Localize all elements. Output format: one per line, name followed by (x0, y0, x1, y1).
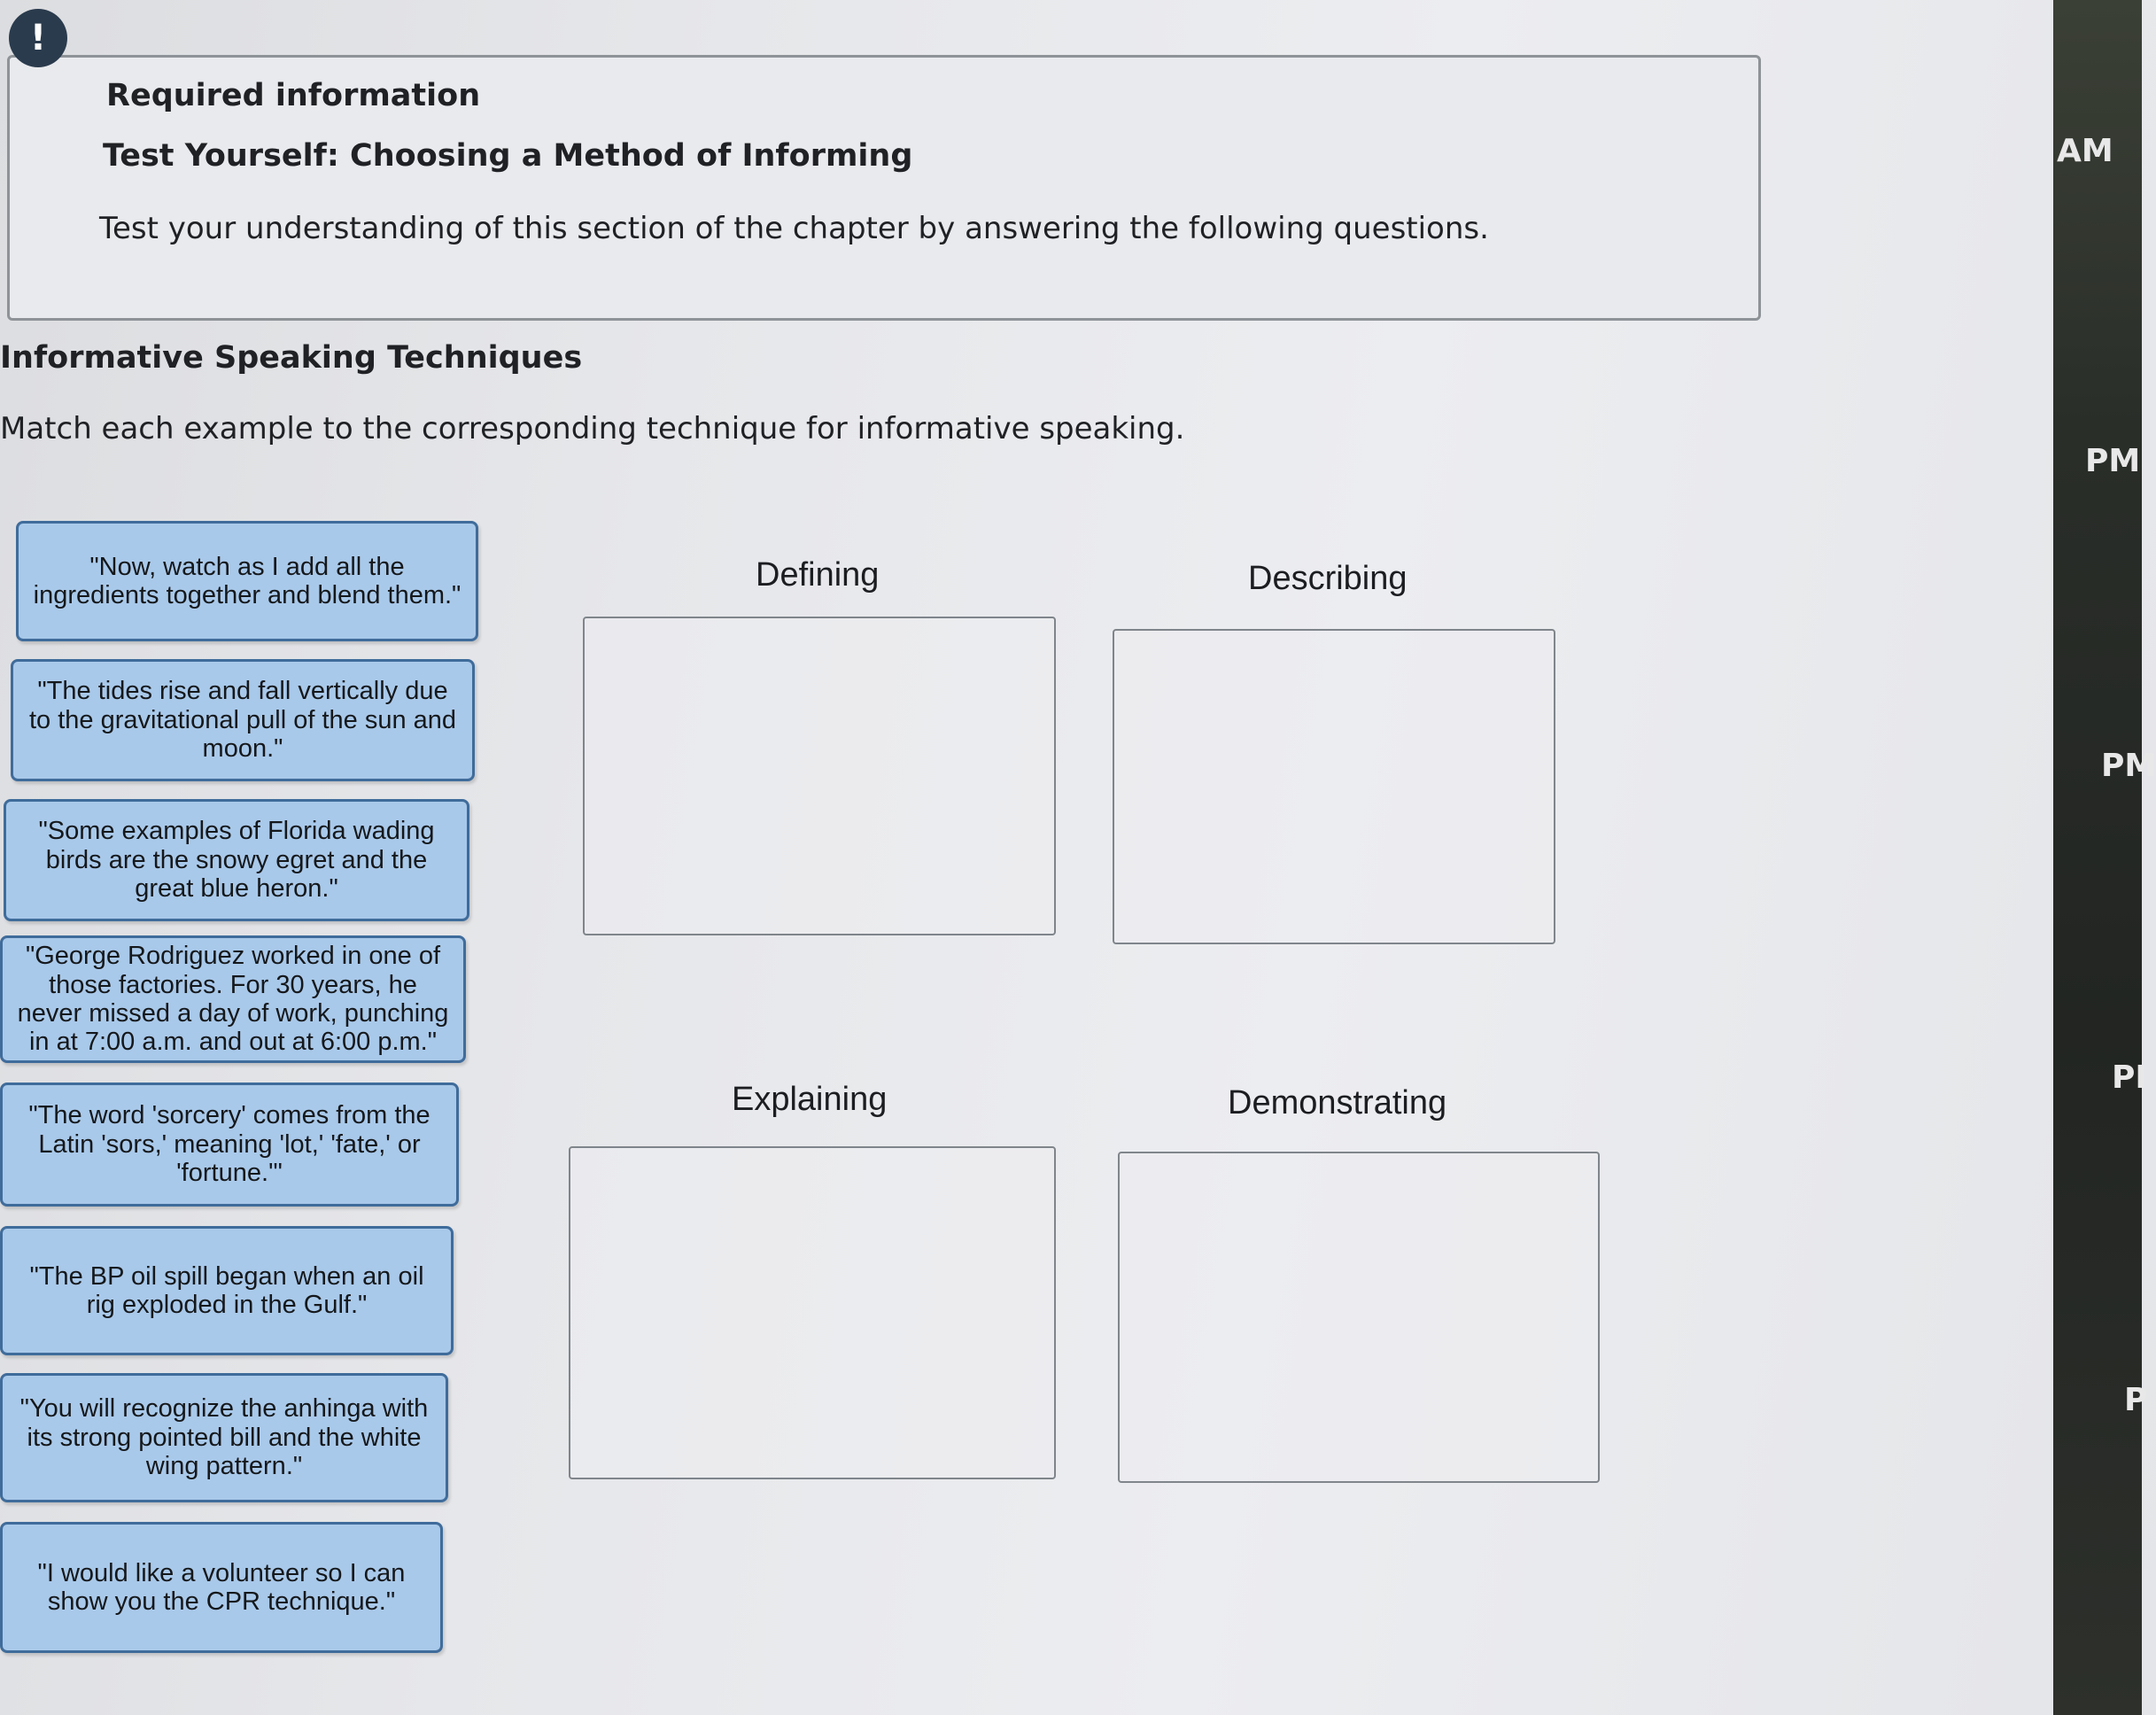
draggable-card[interactable]: "The tides rise and fall vertically due to the gravitational pull of the sun and moon." (11, 659, 475, 781)
drop-zone-explaining[interactable] (569, 1146, 1056, 1479)
test-description: Test your understanding of this section of the chapter by answering the following questions. (99, 211, 1489, 246)
instructions: Match each example to the corresponding technique for informative speaking. (0, 411, 1185, 446)
category-label-explaining: Explaining (732, 1081, 888, 1118)
background-strip (2053, 0, 2142, 1715)
drop-zone-defining[interactable] (583, 617, 1056, 935)
draggable-card[interactable]: "George Rodriguez worked in one of those factories. For 30 years, he never missed a day of work, punching in at 7:00 a.m. and out at 6:00 p.m." (0, 935, 466, 1063)
draggable-card[interactable]: "You will recognize the anhinga with its strong pointed bill and the white wing pattern." (0, 1373, 448, 1502)
category-label-defining: Defining (756, 556, 880, 594)
section-title: Informative Speaking Techniques (0, 340, 583, 376)
draggable-card[interactable]: "Now, watch as I add all the ingredients together and blend them." (16, 521, 478, 641)
time-label: AM (2057, 133, 2113, 169)
time-label: PM (2085, 443, 2141, 479)
draggable-card[interactable]: "Some examples of Florida wading birds are the snowy egret and the great blue heron." (4, 799, 469, 921)
required-info-label: Required information (106, 78, 481, 113)
draggable-card[interactable]: "I would like a volunteer so I can show you the CPR technique." (0, 1522, 443, 1653)
exclamation-icon: ! (9, 9, 67, 67)
category-label-describing: Describing (1248, 560, 1408, 597)
time-label: P (2124, 1382, 2148, 1418)
drop-zone-describing[interactable] (1113, 629, 1555, 944)
test-title: Test Yourself: Choosing a Method of Informing (103, 138, 913, 174)
time-label: PI (2112, 1059, 2147, 1096)
category-label-demonstrating: Demonstrating (1228, 1084, 1447, 1121)
drop-zone-demonstrating[interactable] (1118, 1152, 1600, 1483)
draggable-card[interactable]: "The word 'sorcery' comes from the Latin 'sors,' meaning 'lot,' 'fate,' or 'fortune.'" (0, 1083, 459, 1207)
time-label: PM (2101, 748, 2156, 784)
draggable-card[interactable]: "The BP oil spill began when an oil rig exploded in the Gulf." (0, 1226, 454, 1355)
